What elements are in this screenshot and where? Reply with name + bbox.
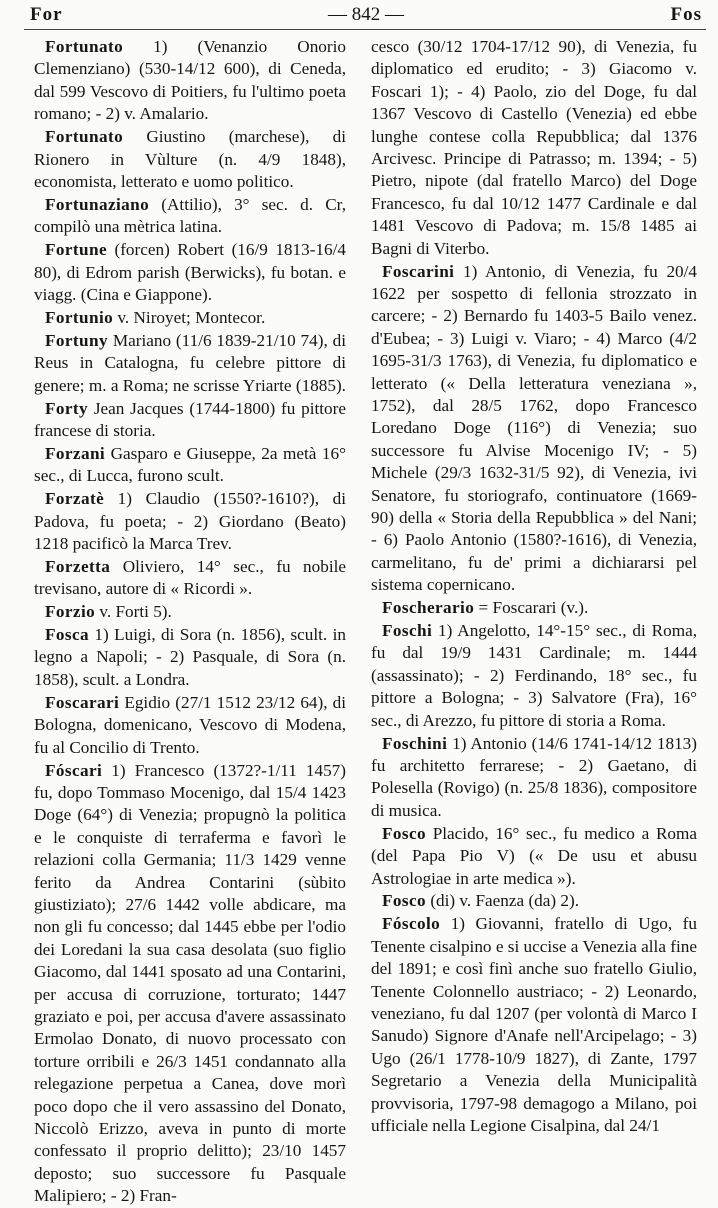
entry-text: 1) Claudio (1550?-1610?), di Padova, fu poeta; - 2) Giordano (Beato) 1218 pacificò la Marca Trev. [34, 489, 346, 553]
entry-text: cesco (30/12 1704-17/12 90), di Venezia, fu diplomatico ed erudito; - 3) Giacomo v. Foscari 1); - 4) Paolo, zio del Doge, fu dal 1367 Vescovo di Castello (Venezia) ed ebbe lunghe contese colla Repubblica; dal 1376 Arcivesc. Principe di Patrasso; m. 1394; - 5) Pietro, nipote (dal fratello Marco) del Doge Francesco, fu dal 10/12 1477 Cardinale e dal 1481 Vescovo di Padova; m. 15/8 1485 ai Bagni di Viterbo. [371, 37, 697, 258]
entry-text: 1) Luigi, di Sora (n. 1856), scult. in legno a Napoli; - 2) Pasquale, di Sora (n. 1858), scult. a Londra. [34, 625, 346, 689]
entry [34, 36, 346, 126]
entry-headword: Foscarari [45, 692, 120, 712]
entry-text: 1) Angelotto, 14°-15° sec., di Roma, fu dal 19/9 1431 Cardinale; m. 1444 (assassinato); - 2) Ferdinando, 18° sec., fu pittore a Bologna; - 3) Salvatore (Fra), 16° sec., di Arezzo, fu pittore di storia a Roma. [371, 621, 697, 730]
entry [34, 760, 346, 1208]
entry-text: (di) v. Faenza (da) 2). [426, 891, 580, 911]
entry-text: v. Forti 5). [95, 602, 172, 622]
entry-text: 1) Giovanni, fratello di Ugo, fu Tenente cisalpino e si uccise a Venezia alla fine del 1891; e così finì anche suo fratello Giulio, Tenente Colonnello austriaco; - 2) Leonardo, veneziano, fu dal 1207 (per volontà di Marco I Sanudo) Signore d'Anafe nell'Arcipelago; - 3) Ugo (26/1 1778-10/9 1827), di Zante, 1797 Segretario a Venezia della Municipalità provvisoria, 1797-98 demagogo a Milano, poi ufficiale nella Legione Cisalpina, dal 24/1 [371, 914, 697, 1135]
left-column [34, 36, 346, 1206]
entry-headword: Fortunio [45, 307, 114, 327]
entry-text: (forcen) Robert (16/9 1813-16/4 80), di Edrom parish (Berwicks), fu botan. e viagg. (Cina e Giappone). [34, 240, 346, 304]
entry-headword: Foscherario [382, 598, 475, 618]
entry-headword: Forzani [45, 443, 106, 463]
entry [34, 239, 346, 306]
entry-text: 1) Antonio, di Venezia, fu 20/4 1622 per sospetto di fellonia strozzato in carcere; - 2) Bernardo fu 1403-5 Bailo venez. d'Eubea; - 3) Luigi v. Viaro; - 4) Marco (4/2 1695-31/3 1763), di Venezia, fu diplomatico e letterato (« Della letteratura veneziana », 1752), dal 28/5 1762, dopo Francesco Loredano Doge (116°) di Venezia; suo successore fu Alvise Mocenigo IV; - 5) Michele (29/3 1632-31/5 92), di Venezia, ivi Senatore, fu storiografo, continuatore (1669-90) della « Storia della Repubblica » del Nani; - 6) Paolo Antonio (1580?-1616), di Venezia, carmelitano, fu de' primi a dichiararsi pel sistema copernicano. [371, 261, 697, 595]
entry-headword: Foschi [382, 621, 433, 641]
entry [371, 890, 697, 912]
entry-text: 1) Francesco (1372?-1/11 1457) fu, dopo Tommaso Mocenigo, dal 15/4 1423 Doge (64°) di Venezia; propugnò la politica e le conquiste di terraferma e favorì le relazioni colla Germania; 11/3 1429 venne ferito da Andrea Contarini (sùbito giustiziato); 27/6 1442 volle abdicare, ma non gli fu concesso; dal 1445 ebbe per l'odio dei Loredani la sua casa desolata (suo figlio Giacomo, dal 1441 sposato ad una Contarini, per accusa di corruzione, torturato; 1447 graziato e poi, per accusa d'avere assassinato Ermolao Donato, di nuovo processato con torture orribili e 26/3 1451 condannato alla relegazione perpetua a Canea, dove morì poco dopo che il vero assassino del Donato, Niccolò Erizzo, aveva in punto di morte confessato il proprio delitto); 23/10 1457 deposto; suo successore fu Pasquale Malipiero; - 2) Fran- [34, 760, 346, 1206]
entry-text: Oliviero, 14° sec., fu nobile trevisano, autore di « Ricordi ». [34, 556, 346, 599]
right-column [371, 36, 697, 1135]
entry-text: (Attilio), 3° sec. d. Cr, compilò una mètrica latina. [34, 194, 346, 237]
entry-continuation [371, 36, 697, 260]
entry-headword: Forty [45, 398, 89, 418]
entry [371, 620, 697, 732]
entry [34, 601, 346, 623]
entry [371, 733, 697, 823]
entry-headword: Fóscari [45, 760, 103, 780]
entry [34, 624, 346, 691]
entry-headword: Forzetta [45, 556, 111, 576]
entry-headword: Fosca [45, 625, 90, 645]
header-left-guideword: For [30, 4, 63, 25]
entry [34, 126, 346, 193]
entry [34, 398, 346, 443]
page-number: — 842 — [328, 4, 404, 25]
entry [34, 194, 346, 239]
entry [371, 913, 697, 1137]
entry [34, 443, 346, 488]
entry-text: Jean Jacques (1744-1800) fu pittore francese di storia. [34, 398, 346, 440]
header-right-guideword: Fos [670, 4, 702, 25]
entry [34, 307, 346, 329]
entry-headword: Fortunaziano [45, 194, 150, 214]
running-header [30, 2, 702, 28]
entry [34, 692, 346, 759]
header-rule [24, 29, 706, 30]
entry-headword: Fosco [382, 823, 427, 843]
entry-headword: Foscarini [382, 261, 455, 281]
entry-headword: Fortuny [45, 330, 108, 350]
entry-text: Egidio (27/1 1512 23/12 64), di Bologna, domenicano, Vescovo di Modena, fu al Concilio di Trento. [34, 692, 346, 757]
entry-text: = Foscarari (v.). [474, 598, 589, 618]
entry-headword: Fortune [45, 240, 107, 260]
entry-text: 1) (Venanzio Onorio Clemenziano) (530-14/12 600), di Ceneda, dal 599 Vescovo di Poitiers, fu l'ultimo poeta romano; - 2) v. Amalario. [34, 37, 346, 124]
entry-headword: Fosco [382, 891, 427, 911]
entry [34, 556, 346, 601]
entry [371, 597, 697, 619]
entry-headword: Foschini [382, 733, 448, 753]
entry-text: Giustino (marchese), di Rionero in Vùlture (n. 4/9 1848), economista, letterato e uomo politico. [34, 127, 346, 191]
entry-headword: Forzio [45, 602, 96, 622]
entry-headword: Fóscolo [382, 914, 441, 934]
entry-text: 1) Antonio (14/6 1741-14/12 1813) fu architetto ferrarese; - 2) Gaetano, di Polesella (Rovigo) (n. 25/8 1836), compositore di musica. [371, 733, 697, 820]
entry-text: v. Niroyet; Montecor. [113, 307, 266, 327]
entry [371, 261, 697, 597]
entry [34, 330, 346, 397]
entry-text: Mariano (11/6 1839-21/10 74), di Reus in Catalogna, fu celebre pittore di genere; m. a Roma; ne scrisse Yriarte (1885). [34, 330, 346, 395]
entry [371, 823, 697, 890]
entry [34, 488, 346, 555]
entry-headword: Forzatè [45, 489, 105, 509]
entry-text: Gasparo e Giuseppe, 2a metà 16° sec., di Lucca, furono scult. [34, 443, 346, 486]
entry-headword: Fortunato [45, 37, 124, 56]
entry-text: Placido, 16° sec., fu medico a Roma (del Papa Pio V) (« De usu et abusu Astrologiae in arte medica »). [371, 823, 697, 888]
entry-headword: Fortunato [45, 127, 124, 147]
